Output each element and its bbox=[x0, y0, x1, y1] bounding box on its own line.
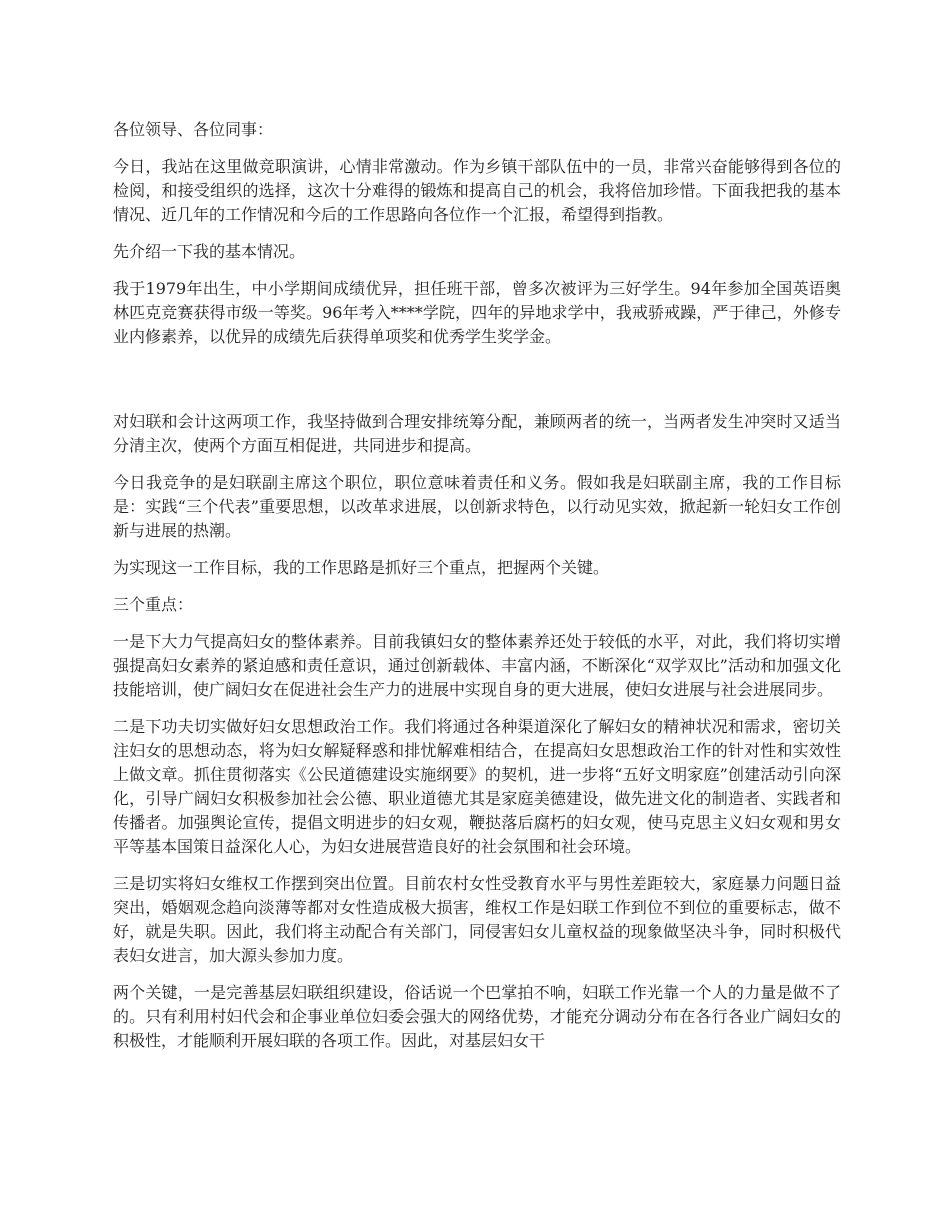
paragraph: 今日，我站在这里做竞职演讲，心情非常激动。作为乡镇干部队伍中的一员，非常兴奋能够得到各位的检阅，和接受组织的选择，这次十分难得的锻炼和提高自己的机会，我将倍加珍惜。下面我把我的基本情况、近几年的工作情况和今后的工作思路向各位作一个汇报，希望得到指教。 bbox=[113, 157, 841, 224]
paragraph: 三个重点： bbox=[113, 595, 194, 614]
paragraph: 我于1979年出生，中小学期间成绩优异，担任班干部，曾多次被评为三好学生。94年参加全国英语奥林匹克竞赛获得市级一等奖。96年考入****学院，四年的异地求学中，我戒骄戒躁，严于律己，外修专业内修素养，以优异的成绩先后获得单项奖和优秀学生奖学金。 bbox=[113, 279, 841, 346]
section-gap bbox=[113, 362, 841, 410]
paragraph: 二是下功夫切实做好妇女思想政治工作。我们将通过各种渠道深化了解妇女的精神状况和需求，密切关注妇女的思想动态，将为妇女解疑释惑和排忧解难相结合，在提高妇女思想政治工作的针对性和实效性上做文章。抓住贯彻落实《公民道德建设实施纲要》的契机，进一步将“五好文明家庭”创建活动引向深化，引导广阔妇女积极参加社会公德、职业道德尤其是家庭美德建设，做先进文化的制造者、实践者和传播者。加强舆论宣传，提倡文明进步的妇女观，鞭挞落后腐朽的妇女观，使马克思主义妇女观和男女平等基本国策日益深化人心，为妇女进展营造良好的社会氛围和社会环境。 bbox=[113, 717, 841, 856]
paragraph: 三是切实将妇女维权工作摆到突出位置。目前农村女性受教育水平与男性差距较大，家庭暴力问题日益突出，婚姻观念趋向淡薄等都对女性造成极大损害，维权工作是妇联工作到位不到位的重要标志，做不好，就是失职。因此，我们将主动配合有关部门，同侵害妇女儿童权益的现象做坚决斗争，同时积极代表妇女进言，加大源头参加力度。 bbox=[113, 874, 841, 965]
salutation: 各位领导、各位同事： bbox=[113, 120, 274, 139]
paragraph: 今日我竞争的是妇联副主席这个职位，职位意味着责任和义务。假如我是妇联副主席，我的工作目标是：实践“三个代表”重要思想，以改革求进展，以创新求特色，以行动见实效，掀起新一轮妇女工作创新与进展的热潮。 bbox=[113, 473, 841, 540]
document-body bbox=[113, 118, 841, 1066]
paragraph: 一是下大力气提高妇女的整体素养。目前我镇妇女的整体素养还处于较低的水平，对此，我们将切实增强提高妇女素养的紧迫感和责任意识，通过创新载体、丰富内涵，不断深化“双学双比”活动和加强文化技能培训，使广阔妇女在促进社会生产力的进展中实现自身的更大进展，使妇女进展与社会进展同步。 bbox=[113, 632, 841, 699]
paragraph: 对妇联和会计这两项工作，我坚持做到合理安排统筹分配，兼顾两者的统一，当两者发生冲突时又适当分清主次，使两个方面互相促进，共同进步和提高。 bbox=[113, 412, 841, 455]
paragraph: 为实现这一工作目标，我的工作思路是抓好三个重点，把握两个关键。 bbox=[113, 558, 610, 577]
paragraph: 先介绍一下我的基本情况。 bbox=[113, 242, 306, 261]
paragraph: 两个关键，一是完善基层妇联组织建设，俗话说一个巴掌拍不响，妇联工作光靠一个人的力量是做不了的。只有利用村妇代会和企事业单位妇委会强大的网络优势，才能充分调动分布在各行各业广阔妇女的积极性，才能顺利开展妇联的各项工作。因此，对基层妇女干 bbox=[113, 983, 841, 1050]
